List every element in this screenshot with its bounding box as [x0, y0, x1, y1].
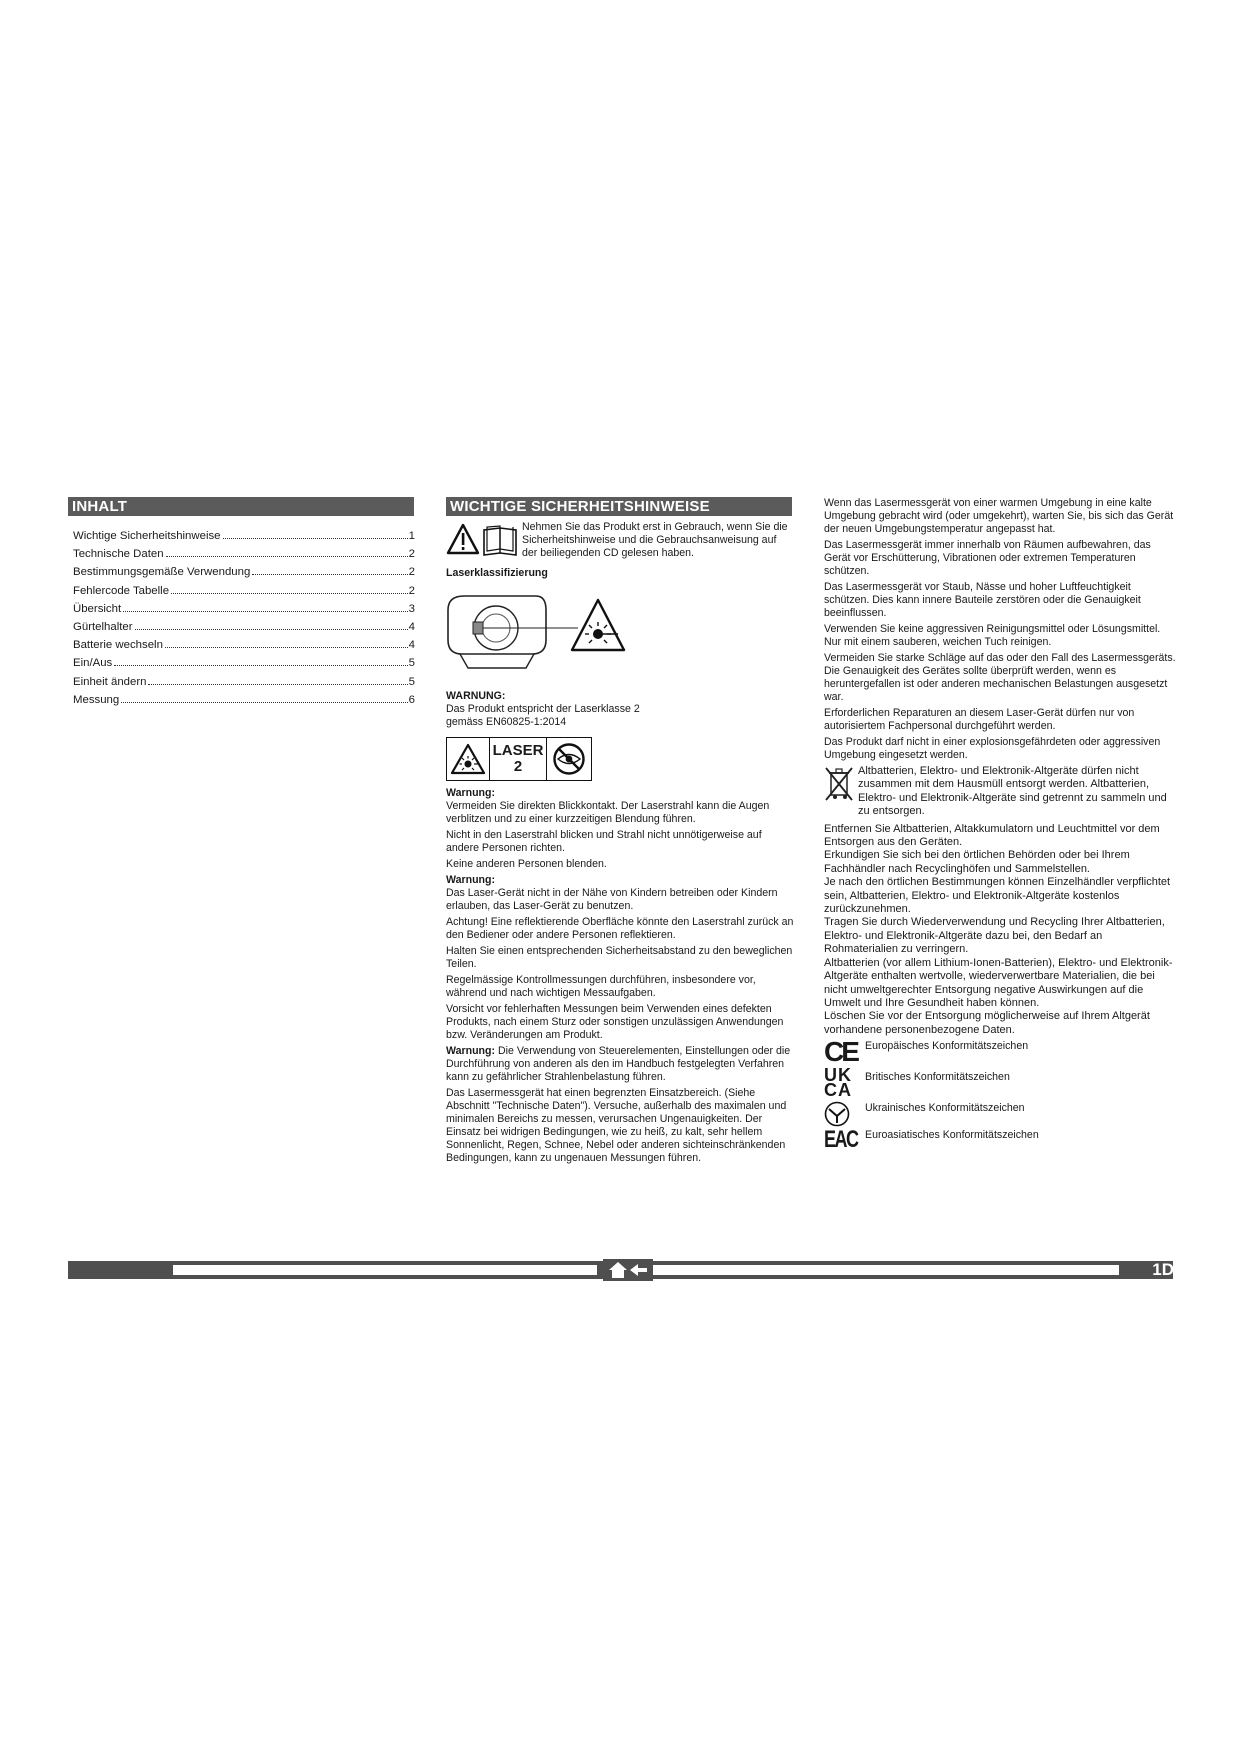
disposal-paragraph: Entfernen Sie Altbatterien, Altakkumulatorn und Leuchtmittel vor dem Entsorgen aus den Geräten. [824, 822, 1160, 849]
toc-item-title: Batterie wechseln [73, 639, 163, 652]
toc-leader-dots [114, 665, 407, 666]
footer-bar-inner-left [173, 1265, 597, 1275]
warnung2-heading: Warnung: [446, 874, 496, 886]
disposal-paragraph: Löschen Sie vor der Entsorgung möglicherweise auf Ihrem Altgerät vorhandene personenbezogene Daten. [824, 1010, 1150, 1036]
toc-leader-dots [171, 593, 408, 594]
toc-item-title: Bestimmungsgemäße Verwendung [73, 566, 251, 579]
toc-item[interactable] [73, 600, 415, 618]
toc-item-title: Fehlercode Tabelle [73, 584, 170, 597]
laser-warning-icon [447, 738, 490, 780]
toc-item-title: Wichtige Sicherheitshinweise [73, 530, 221, 542]
warnung2-paragraph: Halten Sie einen entsprechenden Sicherheitsabstand zu den beweglichen Teilen. [446, 945, 793, 970]
no-eye-contact-icon [547, 738, 591, 780]
toc-leader-dots [165, 647, 408, 648]
toc-item-page: 6 [408, 693, 415, 706]
right-column [824, 497, 1176, 1154]
einsatz-paragraph: Das Lasermessgerät hat einen begrenzten Einsatzbereich. (Siehe Abschnitt "Technische Daten"). Versuche, außerhalb des maximalen und minimalen Bereichs zu messen, verursachen Ungenauigkeiten. Der Einsatz bei widrigen Bedingungen, wie zu heiß, zu kalt, sehr hellem Sonnenlicht, Regen, Schnee, Nebel oder anderen sichteinschränkenden Bedingungen, kann zu ungenauen Messungen führen. [446, 1087, 787, 1164]
warnung2-paragraph: Achtung! Eine reflektierende Oberfläche könnte den Laserstrahl zurück an den Bediener oder andere Personen reflektieren. [446, 916, 794, 941]
safety-intro: Nehmen Sie das Produkt erst in Gebrauch, wenn Sie die Sicherheitshinweise und die Gebrauchsanweisung auf der beiliegenden CD gelesen haben. [522, 521, 788, 559]
crossed-bin-icon [824, 765, 858, 807]
care-paragraph: Verwenden Sie keine aggressiven Reinigungsmittel oder Lösungsmittel. Nur mit einem sauberen, weichen Tuch reinigen. [824, 623, 1161, 648]
warnung2-paragraph: Regelmässige Kontrollmessungen durchführen, insbesondere vor, während und nach wichtigen Messaufgaben. [446, 974, 756, 999]
ukca-label: Britisches Konformitätszeichen [865, 1070, 1010, 1083]
care-paragraphs [824, 497, 1176, 762]
disposal-paragraphs [824, 823, 1176, 1038]
ce-label: Europäisches Konformitätszeichen [865, 1039, 1029, 1052]
toc-item-page: 3 [408, 602, 415, 615]
toc-item[interactable] [73, 527, 415, 545]
footer-bar-inner-right [647, 1265, 1119, 1275]
toc-leader-dots [166, 556, 408, 557]
ukca-row [824, 1065, 1176, 1101]
toc-leader-dots [121, 702, 407, 703]
eac-label: Euroasiatisches Konformitätszeichen [865, 1129, 1039, 1142]
care-paragraph: Erforderlichen Reparaturen an diesem Laser-Gerät dürfen nur von autorisiertem Fachpersonal durchgeführt werden. [824, 707, 1135, 732]
warnung2-paragraph: Vorsicht vor fehlerhaften Messungen beim Verwenden eines defekten Produkts, nach einem Sturz oder sonstigen unzulässigen Anwendungen bzw. Veränderungen am Produkt. [446, 1003, 784, 1041]
warnung3-label: Warnung: [446, 1045, 496, 1057]
toc-item-page: 1 [408, 530, 415, 542]
warning-manual-icon [446, 522, 518, 562]
toc-item-title: Einheit ändern [73, 675, 147, 688]
care-paragraph: Das Produkt darf nicht in einer explosionsgefährdeten oder aggressiven Umgebung eingesetzt werden. [824, 736, 1161, 761]
disposal-paragraph: Tragen Sie durch Wiederverwendung und Recycling Ihrer Altbatterien, Elektro- und Elektronik-Altgeräte dazu bei, den Bedarf an Rohmaterialien zu verringern. [824, 916, 1165, 956]
toc-item-page: 4 [408, 639, 415, 652]
laser-class-label [446, 737, 592, 781]
disposal-paragraph: Altbatterien (vor allem Lithium-Ionen-Batterien), Elektro- und Elektronik-Altgeräte enthalten wertvolle, wiederverwertbare Materialien, die bei nicht umweltgerechter Entsorgung negative Auswirkungen auf die Umwelt und Ihre Gesundheit haben können. [824, 956, 1173, 1009]
toc-item-page: 2 [408, 566, 415, 579]
safety-header: WICHTIGE SICHERHEITSHINWEISE [446, 497, 792, 516]
ce-mark-icon: CE [824, 1036, 857, 1068]
toc-item[interactable] [73, 673, 415, 691]
warnung1-paragraphs [446, 800, 796, 871]
toc-item-title: Gürtelhalter [73, 620, 133, 633]
toc-item-page: 5 [408, 657, 415, 670]
safety-column [446, 521, 796, 1168]
warnung1-paragraph: Keine anderen Personen blenden. [446, 858, 607, 870]
toc-item[interactable] [73, 563, 415, 581]
warnung2-paragraphs [446, 887, 796, 1042]
toc-item-title: Übersicht [73, 602, 122, 615]
page-number: 1D [1152, 1260, 1174, 1279]
eac-mark-icon: EAC [824, 1126, 858, 1154]
ukrainian-conformity-icon [824, 1101, 858, 1127]
toc-leader-dots [123, 611, 408, 612]
warnung-caps-text: Das Produkt entspricht der Laserklasse 2 gemäss EN60825-1:2014 [446, 703, 640, 728]
toc-item[interactable] [73, 545, 415, 563]
warnung1-paragraph: Vermeiden Sie direkten Blickkontakt. Der Laserstrahl kann die Augen verblitzen und zu einer kurzzeitigen Blendung führen. [446, 800, 770, 825]
toc-item[interactable] [73, 691, 415, 709]
table-of-contents [73, 527, 415, 709]
toc-item[interactable] [73, 636, 415, 654]
warnung1-heading: Warnung: [446, 787, 496, 799]
toc-item-title: Ein/Aus [73, 657, 113, 670]
toc-item-page: 4 [408, 620, 415, 633]
care-paragraph: Das Lasermessgerät vor Staub, Nässe und hoher Luftfeuchtigkeit schützen. Dies kann innere Bauteile zerstören oder die Genauigkeit beeinflussen. [824, 581, 1141, 619]
ua-label: Ukrainisches Konformitätszeichen [865, 1101, 1025, 1114]
toc-item[interactable] [73, 618, 415, 636]
home-back-button[interactable] [603, 1259, 653, 1281]
toc-item[interactable] [73, 582, 415, 600]
warnung3-text: Die Verwendung von Steuerelementen, Einstellungen oder die Durchführung von anderen als den im Handbuch festgelegten Verfahren kann zu gefährlicher Strahlenbelastung führen. [446, 1045, 791, 1083]
warnung1-paragraph: Nicht in den Laserstrahl blicken und Strahl nicht unnötigerweise auf andere Personen richten. [446, 829, 762, 854]
ukca-mark-icon: UK CA [824, 1065, 852, 1101]
laser-label-number: 2 [513, 758, 523, 775]
toc-item-title: Technische Daten [73, 548, 164, 561]
toc-header: INHALT [68, 497, 414, 516]
toc-item-page: 2 [408, 584, 415, 597]
ce-row [824, 1038, 1176, 1066]
toc-item[interactable] [73, 654, 415, 672]
toc-leader-dots [223, 538, 408, 539]
eac-row [824, 1126, 1176, 1154]
care-paragraph: Vermeiden Sie starke Schläge auf das oder den Fall des Lasermessgeräts. Die Genauigkeit des Gerätes sollte überprüft werden, wenn es heruntergefallen ist oder anderen mechanischen Belastungen ausgesetzt war. [824, 652, 1176, 703]
warnung3-paragraph [446, 1045, 796, 1084]
toc-item-page: 2 [408, 548, 415, 561]
toc-item-title: Messung [73, 693, 120, 706]
device-laser-illustration [446, 590, 796, 684]
toc-leader-dots [252, 574, 407, 575]
warnung-caps-heading: WARNUNG: [446, 690, 506, 702]
toc-item-page: 5 [408, 675, 415, 688]
disposal-paragraph: Je nach den örtlichen Bestimmungen können Einzelhändler verpflichtet sein, Altbatterien, Elektro- und Elektronik-Altgeräte kostenlos zurückzunehmen. [824, 876, 1171, 916]
warnung2-paragraph: Das Laser-Gerät nicht in der Nähe von Kindern betreiben oder Kindern erlauben, das Laser-Gerät zu benutzen. [446, 887, 778, 912]
laser-label-word: LASER [492, 742, 544, 759]
ua-row [824, 1101, 1176, 1127]
care-paragraph: Wenn das Lasermessgerät von einer warmen Umgebung in eine kalte Umgebung gebracht wird (oder umgekehrt), warten Sie, bis sich das Gerät der neuen Umgebungstemperatur angepasst hat. [824, 497, 1174, 535]
disposal-paragraph: Erkundigen Sie sich bei den örtlichen Behörden oder bei Ihrem Fachhändler nach Recyclinghöfen und Sammelstellen. [824, 849, 1130, 875]
weee-text: Altbatterien, Elektro- und Elektronik-Altgeräte dürfen nicht zusammen mit dem Hausmüll entsorgt werden. Altbatterien, Elektro- und Elektronik-Altgeräte sind getrennt zu sammeln und zu entsorgen. [858, 765, 1167, 818]
care-paragraph: Das Lasermessgerät immer innerhalb von Räumen aufbewahren, das Gerät vor Erschütterung, Vibrationen oder extremen Temperaturen schützen. [824, 539, 1151, 577]
toc-leader-dots [148, 684, 407, 685]
home-back-icon [603, 1259, 653, 1281]
laser-class-heading: Laserklassifizierung [446, 567, 548, 579]
toc-leader-dots [135, 629, 408, 630]
